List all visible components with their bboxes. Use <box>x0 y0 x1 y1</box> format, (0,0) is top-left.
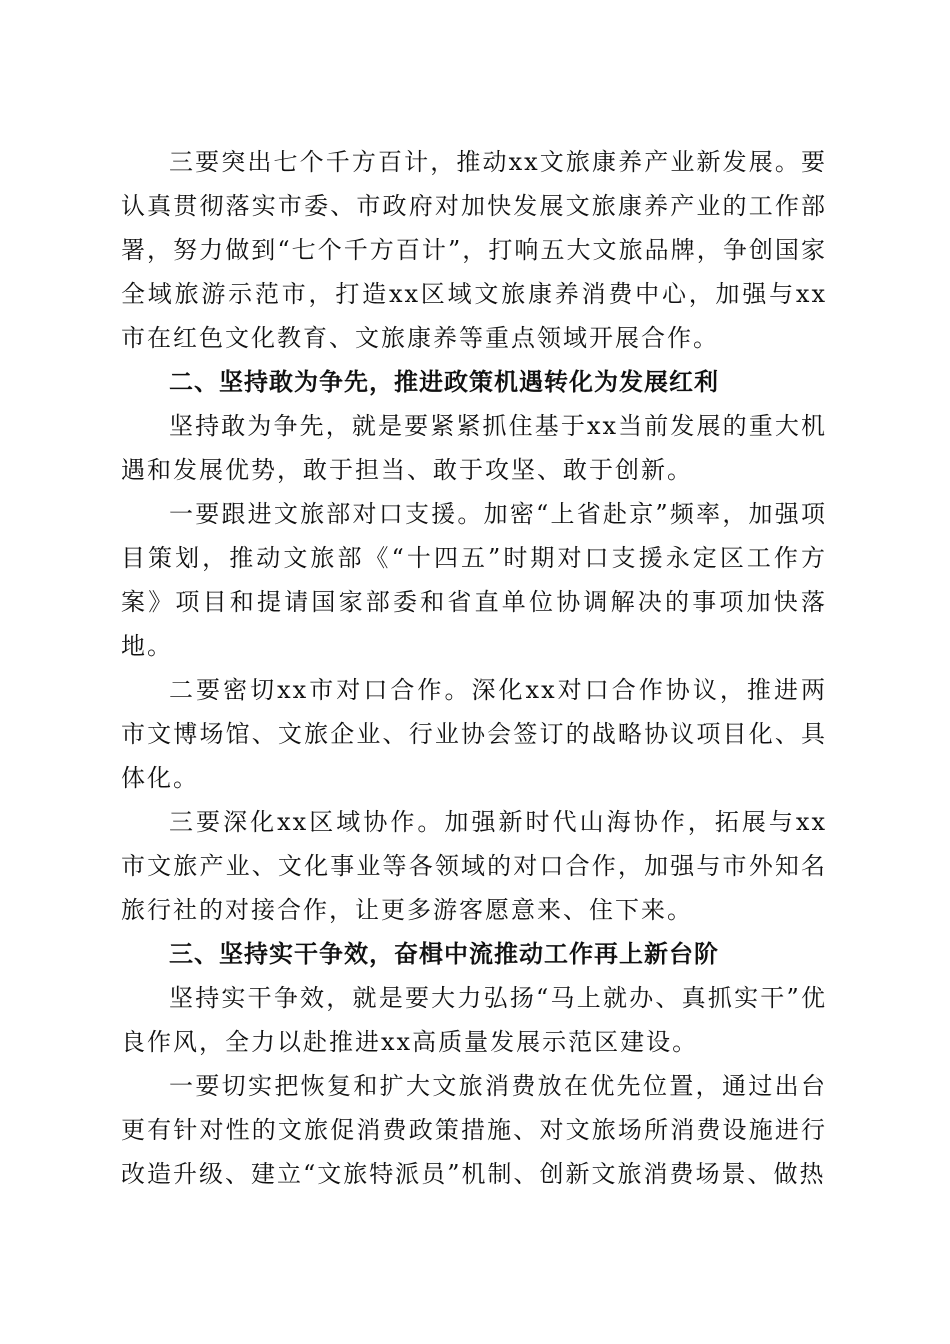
paragraph-practical-results: 坚持实干争效，就是要大力弘扬“马上就办、真抓实干”优良作风，全力以赴推进xx高质量发展示范区建设。 <box>121 984 827 1056</box>
paragraph-tourism-health: 三要突出七个千方百计，推动xx文旅康养产业新发展。要认真贯彻落实市委、市政府对加快发展文旅康养产业的工作部署，努力做到“七个千方百计”，打响五大文旅品牌，争创国家全域旅游示范市，打造xx区域文旅康养消费中心，加强与xx市在红色文化教育、文旅康养等重点领域开展合作。 <box>121 148 827 352</box>
paragraph-consumption-priority: 一要切实把恢复和扩大文旅消费放在优先位置，通过出台更有针对性的文旅促消费政策措施、对文旅场所消费设施进行改造升级、建立“文旅特派员”机制、创新文旅消费场景、做热 <box>121 1072 827 1188</box>
document-body <box>121 140 827 1196</box>
paragraph-ministry-support: 一要跟进文旅部对口支援。加密“上省赴京”频率，加强项目策划，推动文旅部《“十四五”时期对口支援永定区工作方案》项目和提请国家部委和省直单位协调解决的事项加快落地。 <box>121 500 827 660</box>
section-heading-two: 二、坚持敢为争先，推进政策机遇转化为发展红利 <box>169 368 719 396</box>
section-heading-three: 三、坚持实干争效，奋楫中流推动工作再上新台阶 <box>169 940 719 968</box>
paragraph-dare-to-lead: 坚持敢为争先，就是要紧紧抓住基于xx当前发展的重大机遇和发展优势，敢于担当、敢于攻坚、敢于创新。 <box>121 412 827 484</box>
paragraph-regional-collaboration: 三要深化xx区域协作。加强新时代山海协作，拓展与xx市文旅产业、文化事业等各领域的对口合作，加强与市外知名旅行社的对接合作，让更多游客愿意来、住下来。 <box>121 808 827 924</box>
paragraph-city-cooperation: 二要密切xx市对口合作。深化xx对口合作协议，推进两市文博场馆、文旅企业、行业协会签订的战略协议项目化、具体化。 <box>121 676 827 792</box>
